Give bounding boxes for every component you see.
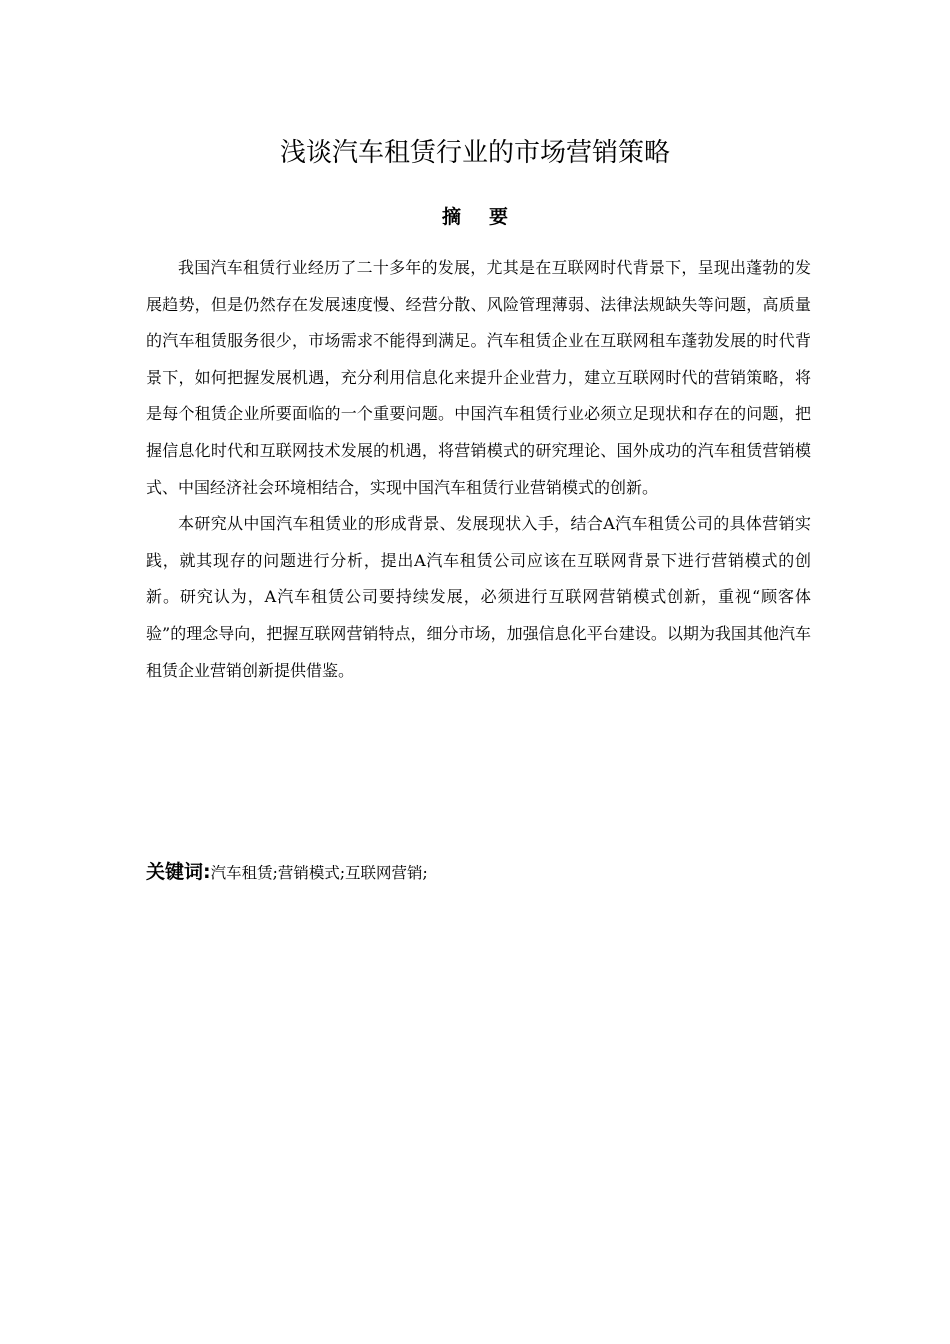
- abstract-paragraph-1: 我国汽车租赁行业经历了二十多年的发展，尤其是在互联网时代背景下，呈现出蓬勃的发展趋势，但是仍然存在发展速度慢、经营分散、风险管理薄弱、法律法规缺失等问题，高质量的汽车租赁服务很少，市场需求不能得到满足。汽车租赁企业在互联网租车蓬勃发展的时代背景下，如何把握发展机遇，充分利用信息化来提升企业营力，建立互联网时代的营销策略，将是每个租赁企业所要面临的一个重要问题。中国汽车租赁行业必须立足现状和存在的问题，把握信息化时代和互联网技术发展的机遇，将营销模式的研究理论、国外成功的汽车租赁营销模式、中国经济社会环境相结合，实现中国汽车租赁行业营销模式的创新。: [146, 258, 811, 497]
- keywords-line: [146, 856, 811, 889]
- keywords-text: 汽车租赁;营销模式;互联网营销;: [210, 864, 428, 882]
- abstract-body: [146, 250, 811, 689]
- abstract-heading: 摘要: [441, 206, 536, 228]
- keywords-label: 关键词:: [146, 861, 211, 883]
- abstract-paragraph-2: 本研究从中国汽车租赁业的形成背景、发展现状入手，结合A汽车租赁公司的具体营销实践，就其现存的问题进行分析，提出A汽车租赁公司应该在互联网背景下进行营销模式的创新。研究认为，A汽车租赁公司要持续发展，必须进行互联网营销模式创新，重视“顾客体验”的理念导向，把握互联网营销特点，细分市场，加强信息化平台建设。以期为我国其他汽车租赁企业营销创新提供借鉴。: [146, 514, 811, 680]
- document-title: 浅谈汽车租赁行业的市场营销策略: [279, 138, 670, 168]
